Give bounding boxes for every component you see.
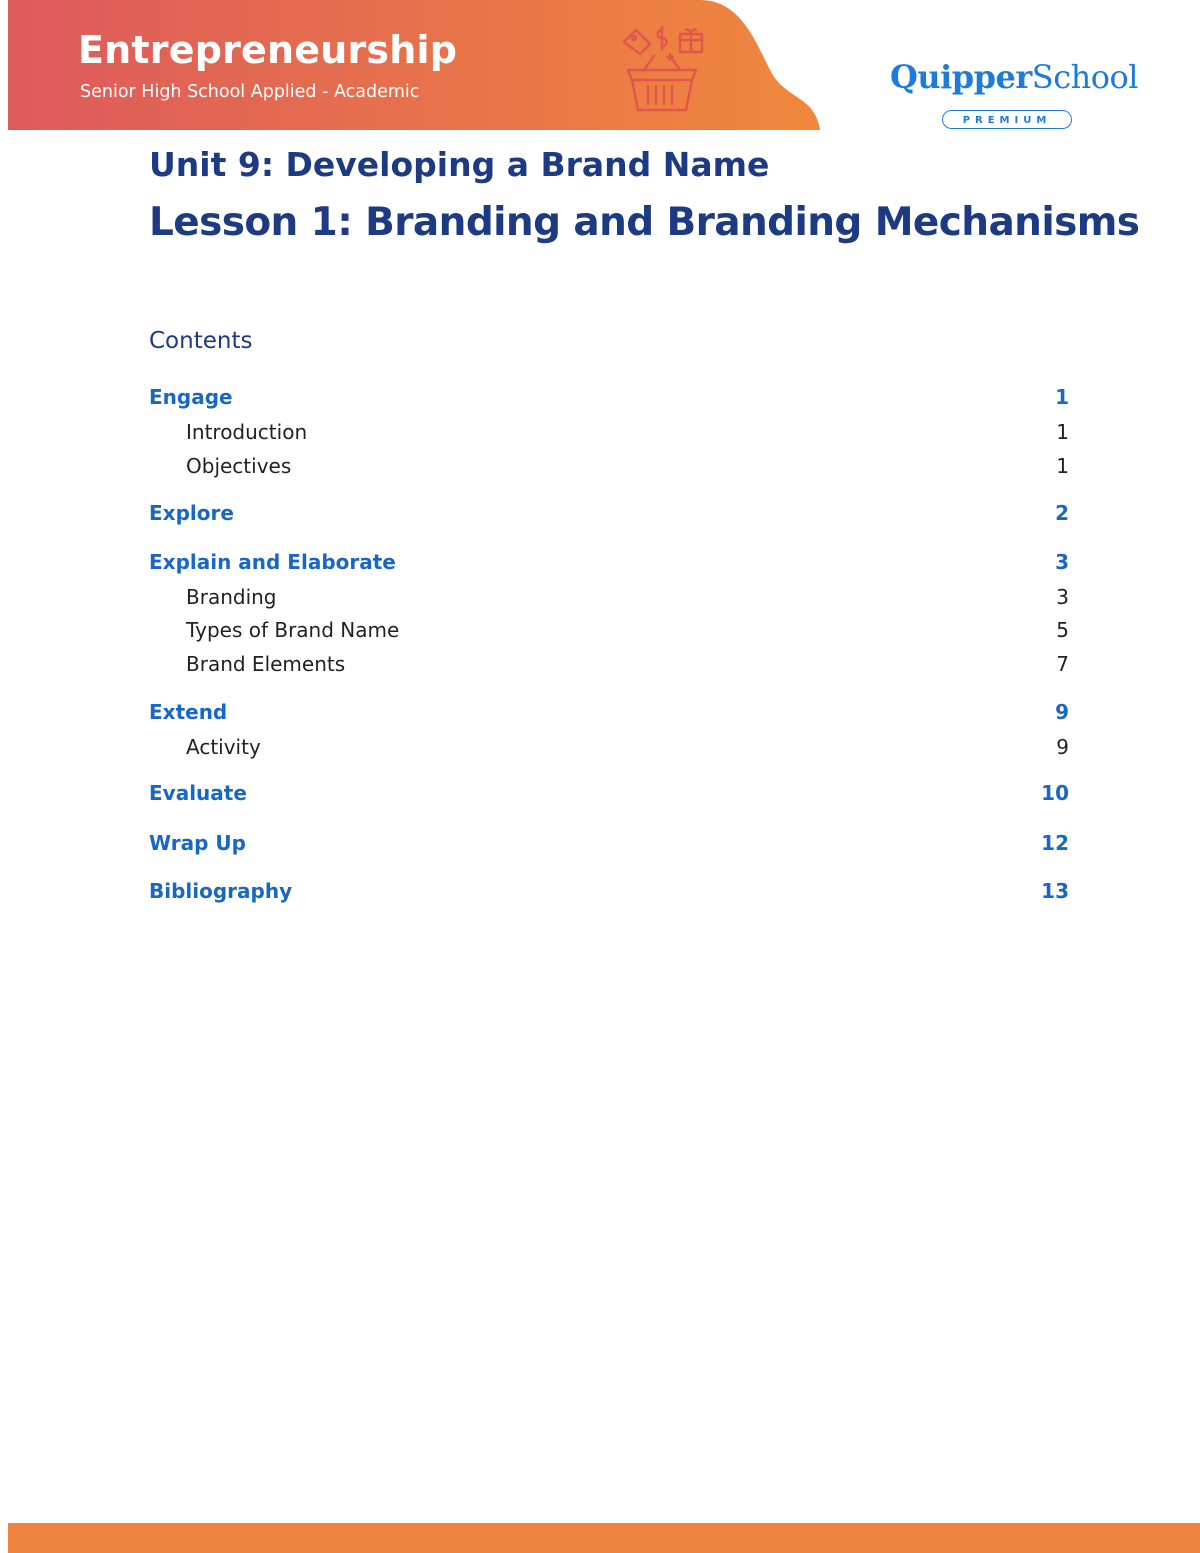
toc-entry-label: Objectives bbox=[186, 454, 292, 478]
course-title: Entrepreneurship bbox=[78, 28, 458, 72]
toc-entry-page: 3 bbox=[1055, 550, 1069, 574]
toc-entry-page: 5 bbox=[1056, 618, 1069, 642]
toc-entry-page: 12 bbox=[1041, 831, 1069, 855]
toc-entry-page: 1 bbox=[1056, 454, 1069, 478]
toc-entry-page: 7 bbox=[1056, 652, 1069, 676]
toc-entry-label: Branding bbox=[186, 585, 277, 609]
toc-entry-label: Engage bbox=[149, 385, 233, 409]
contents-heading: Contents bbox=[149, 328, 253, 354]
toc-entry-page: 1 bbox=[1056, 420, 1069, 444]
quipper-school-logo bbox=[890, 58, 1138, 136]
toc-entry-page: 10 bbox=[1041, 781, 1069, 805]
toc-entry-explore[interactable] bbox=[149, 499, 1069, 527]
logo-wordmark: QuipperSchool bbox=[890, 58, 1138, 96]
toc-entry-label: Types of Brand Name bbox=[186, 618, 400, 642]
course-subtitle: Senior High School Applied - Academic bbox=[80, 82, 420, 102]
toc-entry-types-of-brand-name[interactable] bbox=[149, 616, 1069, 644]
toc-entry-label: Wrap Up bbox=[149, 831, 246, 855]
toc-entry-label: Introduction bbox=[186, 420, 308, 444]
toc-entry-page: 13 bbox=[1041, 879, 1069, 903]
toc-entry-label: Extend bbox=[149, 700, 228, 724]
toc-entry-label: Activity bbox=[186, 735, 261, 759]
unit-title: Unit 9: Developing a Brand Name bbox=[149, 145, 770, 184]
toc-entry-evaluate[interactable] bbox=[149, 779, 1069, 807]
toc-entry-page: 1 bbox=[1055, 385, 1069, 409]
lesson-title: Lesson 1: Branding and Branding Mechanisms bbox=[149, 200, 1140, 245]
toc-entry-label: Explore bbox=[149, 501, 234, 525]
toc-entry-label: Explain and Elaborate bbox=[149, 550, 396, 574]
toc-entry-wrap-up[interactable] bbox=[149, 829, 1069, 857]
toc-entry-label: Evaluate bbox=[149, 781, 247, 805]
toc-entry-page: 9 bbox=[1055, 700, 1069, 724]
toc-entry-explain-and-elaborate[interactable] bbox=[149, 548, 1069, 576]
toc-entry-introduction[interactable] bbox=[149, 418, 1069, 446]
footer-bar bbox=[8, 1523, 1200, 1553]
toc-entry-label: Bibliography bbox=[149, 879, 293, 903]
toc-entry-page: 2 bbox=[1055, 501, 1069, 525]
toc-entry-label: Brand Elements bbox=[186, 652, 346, 676]
toc-entry-extend[interactable] bbox=[149, 698, 1069, 726]
toc-entry-branding[interactable] bbox=[149, 583, 1069, 611]
toc-entry-bibliography[interactable] bbox=[149, 877, 1069, 905]
premium-badge: PREMIUM bbox=[942, 110, 1072, 129]
toc-entry-objectives[interactable] bbox=[149, 452, 1069, 480]
toc-entry-brand-elements[interactable] bbox=[149, 650, 1069, 678]
toc-entry-engage[interactable] bbox=[149, 383, 1069, 411]
shopping-basket-icon bbox=[614, 20, 710, 116]
toc-entry-page: 3 bbox=[1056, 585, 1069, 609]
toc-entry-activity[interactable] bbox=[149, 733, 1069, 761]
toc-entry-page: 9 bbox=[1056, 735, 1069, 759]
